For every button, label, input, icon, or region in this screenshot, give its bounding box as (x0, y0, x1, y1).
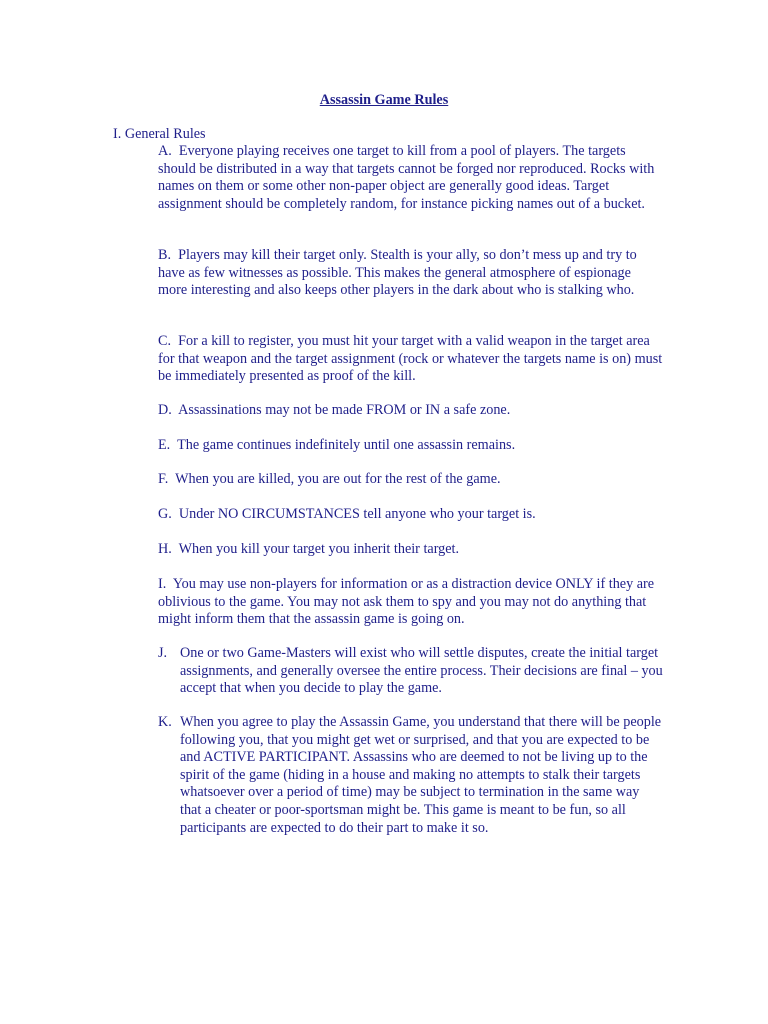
rule-letter: H. (158, 541, 179, 557)
rule-text: Players may kill their target only. Stealth is your ally, so don’t mess up and try to have as few witnesses as possible. This makes the general atmosphere of espionage more interesting and also keeps other players in the dark about who is stalking who. (158, 247, 637, 299)
rule-i (158, 576, 663, 629)
rule-k (158, 714, 663, 837)
document-title: Assassin Game Rules (319, 92, 449, 108)
rule-d (158, 402, 663, 420)
rule-h (158, 541, 663, 559)
rule-text: Under NO CIRCUMSTANCES tell anyone who your target is. (178, 506, 536, 522)
rule-j (158, 645, 663, 698)
rule-letter: A. (158, 143, 179, 159)
rule-text: You may use non-players for information or as a distraction device ONLY if they are oblivious to the game. You may not ask them to spy and you may not do anything that might inform them that the assassin game is going on. (158, 576, 655, 628)
rule-b (158, 247, 663, 300)
section-heading: I. General Rules (113, 126, 206, 142)
rule-text: Assassinations may not be made FROM or IN a safe zone. (178, 402, 511, 418)
rule-c (158, 333, 663, 386)
rule-letter: J. (158, 645, 168, 661)
rule-f (158, 471, 663, 489)
rule-text: When you kill your target you inherit their target. (178, 541, 460, 557)
rule-a (158, 143, 663, 213)
rule-text: For a kill to register, you must hit your target with a valid weapon in the target area for that weapon and the target assignment (rock or whatever the targets name is on) must be immediately presented as proof of the kill. (158, 333, 663, 385)
rule-letter: K. (158, 714, 172, 730)
rule-g (158, 506, 663, 524)
rule-letter: F. (158, 471, 176, 487)
rule-text: One or two Game-Masters will exist who will settle disputes, create the initial target assignments, and generally oversee the entire process. Their decisions are final – you accept that when you decide to play the game. (180, 645, 663, 697)
rule-letter: D. (158, 402, 179, 418)
rule-e (158, 437, 663, 455)
rule-text: When you are killed, you are out for the rest of the game. (175, 471, 501, 487)
rule-letter: G. (158, 506, 179, 522)
rule-text: The game continues indefinitely until one assassin remains. (177, 437, 516, 453)
rule-letter: E. (158, 437, 178, 453)
rule-letter: C. (158, 333, 179, 349)
rule-letter: B. (158, 247, 179, 263)
rule-letter: I. (158, 576, 173, 592)
rule-text: When you agree to play the Assassin Game, you understand that there will be people following you, that you might get wet or surprised, and that you are expected to be and ACTIVE PARTICIPANT. Assassins who are deemed to not be living up to the spirit of the game (hiding in a house and making no attempts to stalk their targets whatsoever over a period of time) may be subject to termination in the same way that a cheater or poor-sportsman might be. This game is meant to be fun, so all participants are expected to do their part to make it so. (180, 714, 662, 836)
rule-text: Everyone playing receives one target to kill from a pool of players. The targets should be distributed in a way that targets cannot be forged nor reproduced. Rocks with names on them or some other non-paper object are generally good ideas. Target assignment should be completely random, for instance picking names out of a bucket. (158, 143, 655, 212)
